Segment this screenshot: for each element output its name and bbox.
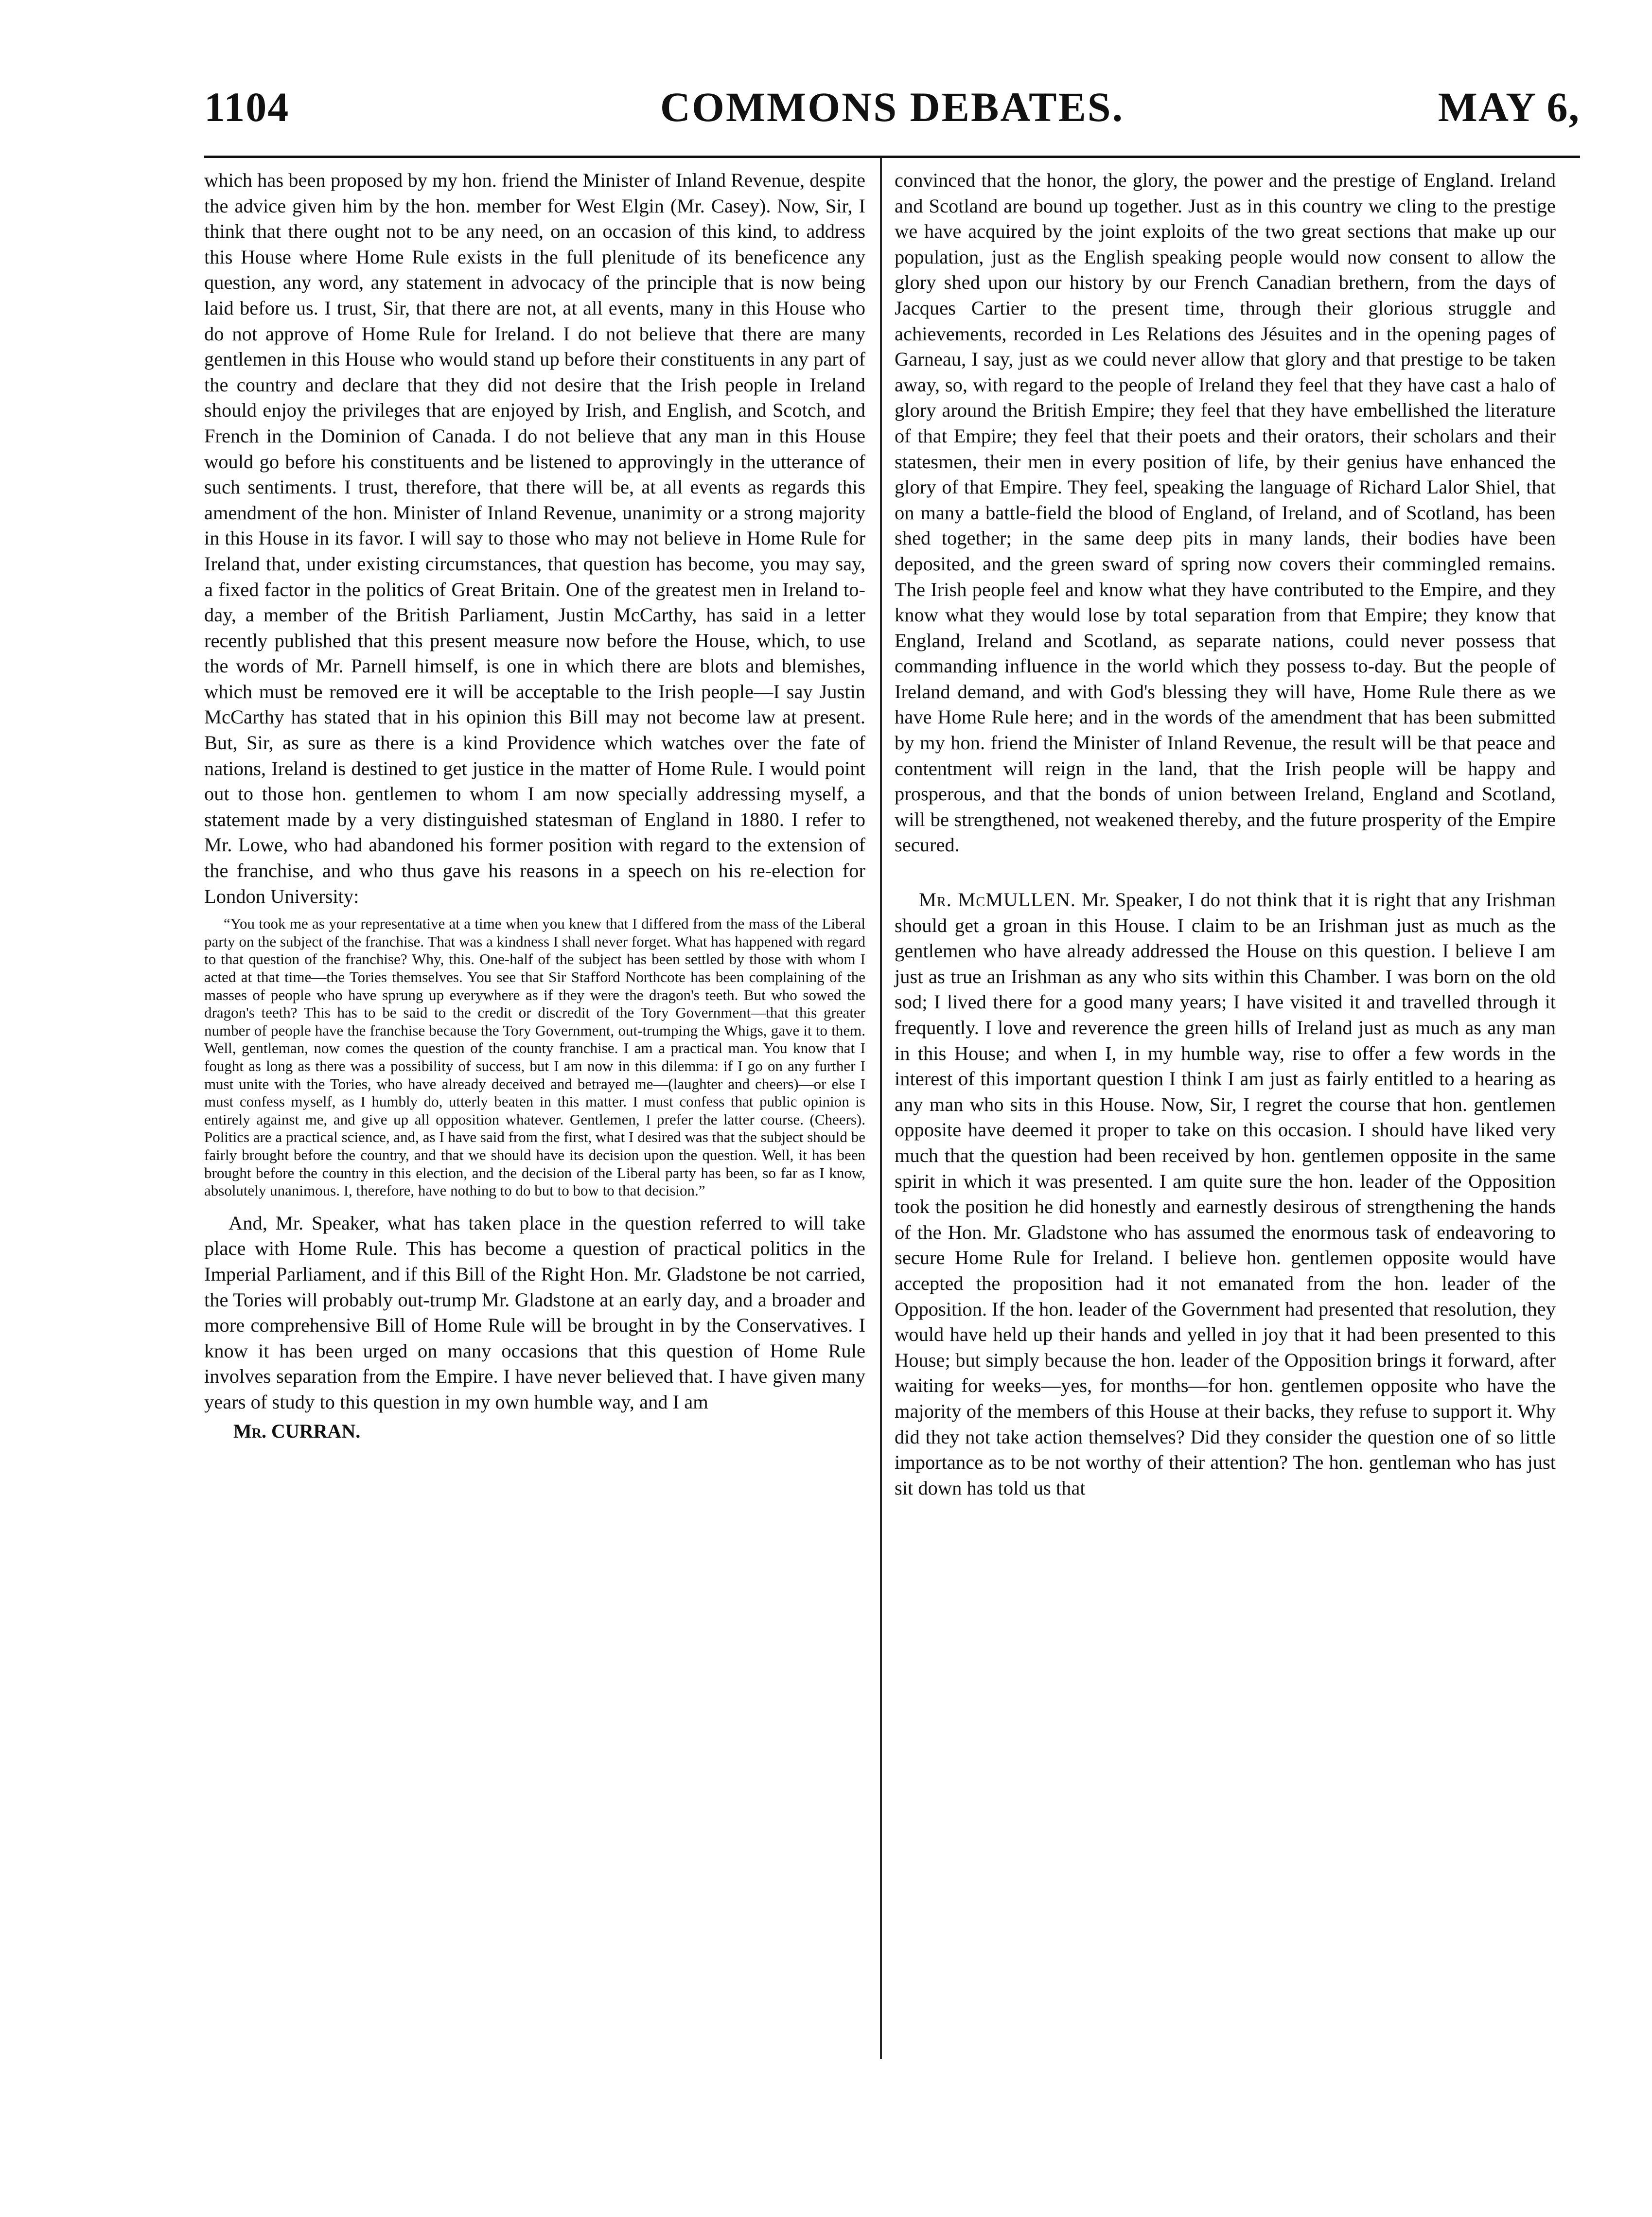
running-speaker-name: Mr. CURRAN. xyxy=(233,1420,361,1443)
lowe-quotation: “You took me as your representative at a time when you knew that I differed from the mass of the Liberal party on the subject of the franchise. That was a kindness I shall never forget. What has happened with regard to that question of the franchise? Why, this. One-half of the subject has been settled by those with whom I acted at that time—the Tories themselves. You see that Sir Stafford Northcote has been complaining of the masses of people who have sprung up everywhere as if they were the dragon's teeth. But who sowed the dragon's teeth? This has to be said to the credit or discredit of the Tory Government—that this greater number of people have the franchise because the Tory Government, out-trumping the Whigs, gave it to them. Well, gentleman, now comes the question of the county franchise. I am a practical man. You know that I fought as long as there was a possibility of success, but I am now in this dilemma: if I go on any further I must unite with the Tories, who have already deceived and betrayed me—(laughter and cheers)—or else I must confess myself, as I humbly do, utterly beaten in this matter. I must confess that public opinion is entirely against me, and give up all opposition whatever. Gentlemen, I prefer the latter course. (Cheers). Politics are a practical science, and, as I have said from the first, what I desired was that the subject should be fairly brought before the country, and that we should have its decision upon the question. Well, it has been brought before the country in this election, and the decision of the Liberal party has been, so far as I know, absolutely unanimous. I, therefore, have nothing to do but to bow to that decision.” xyxy=(204,915,865,1199)
page-date: MAY 6, xyxy=(1438,84,1580,130)
column-divider xyxy=(880,158,882,2059)
speech-text: Mr. Speaker, I do not think that it is right that any Irishman should get a groan in this House. I claim to be an Irishman just as much as the gentlemen who have already addressed the House on this question. I believe I am just as true an Irishman as any who sits within this Chamber. I was born on the old sod; I lived there for a good many years; I have visited it and travelled through it frequently. I love and reverence the green hills of Ireland just as much as any man in this House; and when I, in my humble way, rise to offer a few words in the interest of this important question I think I am just as fairly entitled to a hearing as any man who sits in this House. Now, Sir, I regret the course that hon. gentlemen opposite have deemed it proper to take on this occasion. I should have liked very much that the question had been received by hon. gentlemen opposite in the same spirit in which it was presented. I am quite sure the hon. leader of the Opposition took the position he did honestly and earnestly desirous of strengthening the hands of the Hon. Mr. Gladstone who has assumed the enormous task of endeavoring to secure Home Rule for Ireland. I believe hon. gentlemen opposite would have accepted the proposition had it not emanated from the hon. leader of the Opposition. If the hon. leader of the Government had presented that resolution, they would have held up their hands and yelled in joy that it had been presented to this House; but simply because the hon. leader of the Opposition brings it forward, after waiting for weeks—yes, for months—for hon. gentlemen opposite who have the majority of the members of this House at their backs, they refuse to support it. Why did they not take action themselves? Did they consider the question one of so little importance as to be not worthy of their attention? The hon. gentleman who has just sit down has told us that xyxy=(895,889,1556,1499)
header-rule xyxy=(204,156,1580,158)
publication-title: COMMONS DEBATES. xyxy=(660,84,1125,130)
right-paragraph-2 xyxy=(895,887,1556,1501)
right-column xyxy=(895,168,1556,1501)
left-paragraph-1: which has been proposed by my hon. friend the Minister of Inland Revenue, despite the advice given him by the hon. member for West Elgin (Mr. Casey). Now, Sir, I think that there ought not to be any need, on an occasion of this kind, to address this House where Home Rule exists in the full plenitude of its beneficence any question, any word, any statement in advocacy of the principle that is now being laid before us. I trust, Sir, that there are not, at all events, many in this House who do not approve of Home Rule for Ireland. I do not believe that there are many gentlemen in this House who would stand up before their constituents in any part of the country and declare that they did not desire that the Irish people in Ireland should enjoy the privileges that are enjoyed by Irish, and English, and Scotch, and French in the Dominion of Canada. I do not believe that any man in this House would go before his constituents and be listened to approvingly in the utterance of such sentiments. I trust, therefore, that there will be, at all events as regards this amendment of the hon. Minister of Inland Revenue, unanimity or a strong majority in this House in its favor. I will say to those who may not believe in Home Rule for Ireland that, under existing circumstances, that question has become, you may say, a fixed factor in the politics of Great Britain. One of the greatest men in Ireland to-day, a member of the British Parliament, Justin McCarthy, has said in a letter recently published that this present measure now before the House, which, to use the words of Mr. Parnell himself, is one in which there are blots and blemishes, which must be removed ere it will be acceptable to the Irish people—I say Justin McCarthy has stated that in his opinion this Bill may not become law at present. But, Sir, as sure as there is a kind Providence which watches over the fate of nations, Ireland is destined to get justice in the matter of Home Rule. I would point out to those hon. gentlemen to whom I am now specially addressing myself, a statement made by a very distinguished statesman of England in 1880. I refer to Mr. Lowe, who had abandoned his former position with regard to the extension of the franchise, and who thus gave his reasons in a speech on his re-election for London University: xyxy=(204,169,865,907)
page-number: 1104 xyxy=(204,84,290,130)
right-paragraph-1: convinced that the honor, the glory, the power and the prestige of England. Ireland and Scotland are bound up together. Just as in this country we cling to the prestige we have acquired by the joint exploits of the two great sections that make up our population, just as the English speaking people would now consent to allow the glory shed upon our history by our French Canadian brethern, from the days of Jacques Cartier to the present time, through their glorious struggle and achievements, recorded in Les Relations des Jésuites and in the opening pages of Garneau, I say, just as we could never allow that glory and that prestige to be taken away, so, with regard to the people of Ireland they feel that they have cast a halo of glory around the British Empire; they feel that they have embellished the literature of that Empire; they feel that their poets and their orators, their scholars and their statesmen, their men in every position of life, by their genius have enhanced the glory of that Empire. They feel, speaking the language of Richard Lalor Shiel, that on many a battle-field the blood of England, of Ireland, and of Scotland, has been shed together; in the same deep pits in many lands, their bodies have been deposited, and the green sward of spring now covers their commingled remains. The Irish people feel and know what they have contributed to the Empire, and they know what they would lose by total separation from that Empire; they know that England, Ireland and Scotland, as separate nations, could never possess that commanding influence in the world which they possess to-day. But the people of Ireland demand, and with God's blessing they will have, Home Rule there as we have Home Rule here; and in the words of the amendment that has been submitted by my hon. friend the Minister of Inland Revenue, the result will be that peace and contentment will reign in the land, that the Irish people will be happy and prosperous, and that the bonds of union between Ireland, England and Scotland, will be strengthened, not weakened thereby, and the future prosperity of the Empire secured. xyxy=(895,169,1556,856)
page-header xyxy=(204,83,1580,156)
speaker-name: Mr. McMULLEN. xyxy=(919,889,1076,911)
left-column xyxy=(204,168,865,1444)
left-paragraph-2: And, Mr. Speaker, what has taken place in the question referred to will take place with Home Rule. This has become a question of practical politics in the Imperial Parliament, and if this Bill of the Right Hon. Mr. Gladstone be not carried, the Tories will probably out-trump Mr. Gladstone at an early day, and a broader and more comprehensive Bill of Home Rule will be brought in by the Conservatives. I know it has been urged on many occasions that this question of Home Rule involves separation from the Empire. I have never believed that. I have given many years of study to this question in my own humble way, and I am xyxy=(204,1212,865,1413)
